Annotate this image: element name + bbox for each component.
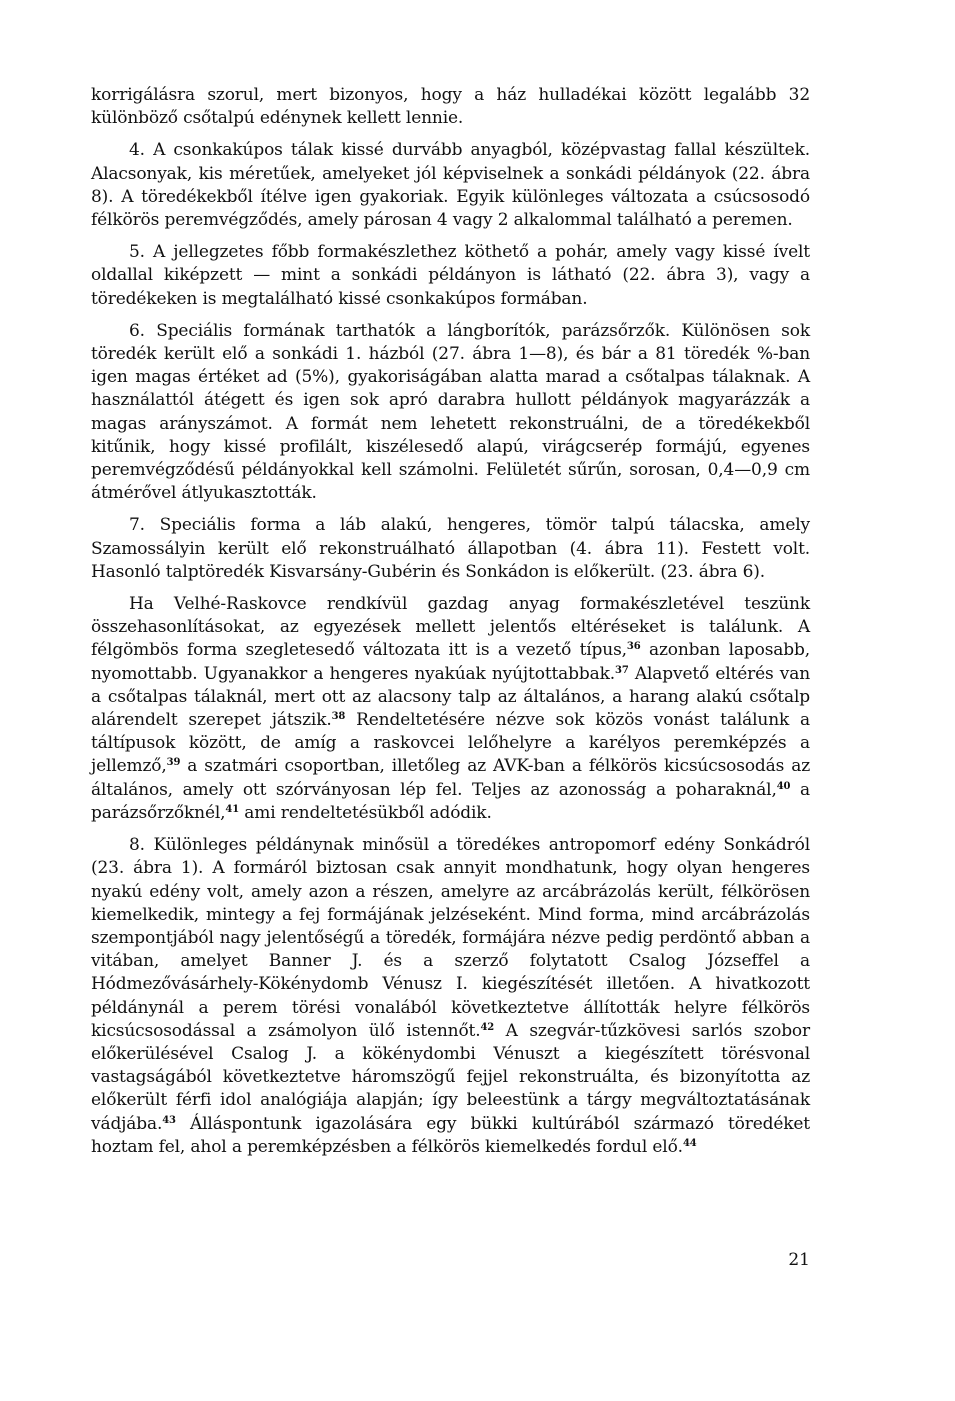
footnote-ref: 42 <box>480 1021 495 1033</box>
footnote-ref: 44 <box>682 1137 697 1149</box>
text-run: 8. Különleges példánynak minősül a töredékes antropomorf edény Sonkádról (23. ábra 1). A formáról biztosan csak annyit mondhatunk, hogy olyan hengeres nyakú edény volt, amely azon a részen, amelyre az arcábrázolás került, félkörösen kiemelkedik, mintegy a fej formájának jelzéseként. Mind forma, mind arcábrázolás szempontjából nagy jelentőségű a töredék, formájára nézve pedig perdöntő abban a vitában, amelyet Banner J. és a szerző folytatott Csalog Józseffel a Hódmezővásárhely-Kökénydomb Vénusz I. kiegészítését illetően. A hivatkozott példánynál a perem törési vonalából következtetve állították helyre félkörös kicsúcsosodással a zsámolyon ülő istennőt. <box>91 835 810 1041</box>
paragraph-item-8 <box>91 834 810 1159</box>
paragraph-intro: korrigálásra szorul, mert bizonyos, hogy a ház hulladékai között legalább 32 különböző csőtalpú edénynek kellett lennie. <box>91 85 810 129</box>
text-run: ami rendeltetésükből adódik. <box>239 802 492 823</box>
page-body <box>91 84 810 1168</box>
footnote-ref: 36 <box>626 641 641 653</box>
text-run: Álláspontunk igazolására egy bükki kultúrából származó töredéket hoztam fel, ahol a peremképzésben a félkörös kiemelkedés fordul elő. <box>91 1113 810 1157</box>
footnote-ref: 41 <box>225 803 240 815</box>
paragraph-item-6: 6. Speciális formának tarthatók a lángborítók, parázsőrzők. Különösen sok töredék került elő a sonkádi 1. házból (27. ábra 1—8), és bár a 81 töredék %-ban igen magas értéket ad (5%), gyakoriságában alatta marad a csőtalpas tálaknak. A használattól átégett és igen sok apró darabra hullott példányok magyarázzák a magas arányszámot. A formát nem lehetett rekonstruálni, de a töredékekből kitűnik, hogy kissé profilált, kiszélesedő alapú, virágcserép formájú, egyenes peremvégződésű példányokkal kell számolni. Felületét sűrűn, sorosan, 0,4—0,9 cm átmérővel átlyukasztották. <box>91 320 810 504</box>
paragraph-item-4: 4. A csonkakúpos tálak kissé durvább anyagból, középvastag fallal készültek. Alacsonyak, kis méretűek, amelyeket jól képviselnek a sonkádi példányok (22. ábra 8). A töredékekből ítélve igen gyakoriak. Egyik különleges változata a csúcsosodó félkörös peremvégződés, amely párosan 4 vagy 2 alkalommal található a peremen. <box>91 140 810 231</box>
text-run: azonban laposabb, nyomottabb. Ugyanakkor a hengeres nyakúak nyújtottabbak. <box>91 640 810 684</box>
footnote-ref: 37 <box>615 664 629 676</box>
footnote-ref: 40 <box>776 780 791 792</box>
text-run: Ha Velhé-Raskovce rendkívül gazdag anyag formakészletével teszünk összehasonlításokat, az egyezések mellett jelentős eltéréseket is találunk. A félgömbös forma szegletesedő változata itt is a vezető típus, <box>91 594 810 661</box>
footnote-ref: 43 <box>162 1114 176 1126</box>
paragraph-comparison <box>91 593 810 825</box>
text-run: a parázsőrzőknél, <box>91 779 810 823</box>
paragraph-item-5: 5. A jellegzetes főbb formakészlethez köthető a pohár, amely vagy kissé ívelt oldallal kiképzett — mint a sonkádi példányon is látható (22. ábra 3), vagy a töredékeken is megtalálható kissé csonkakúpos formában. <box>91 242 810 309</box>
text-run: Rendeltetésére nézve sok közös vonást találunk a táltípusok között, de amíg a raskovcei lelőhelyre a karélyos peremképzés a jellemző, <box>91 710 810 777</box>
footnote-ref: 38 <box>331 711 346 723</box>
text-run: a szatmári csoportban, illetőleg az AVK-ban a félkörös kicsúcsosodás az általános, amely ott szórványosan lép fel. Teljes az azonosság a poharaknál, <box>91 756 810 800</box>
paragraph-item-7: 7. Speciális forma a láb alakú, hengeres, tömör talpú tálacska, amely Szamossályin került elő rekonstruálható állapotban (4. ábra 11). Festett volt. Hasonló talptöredék Kisvarsány-Gubérin és Sonkádon is előkerült. (23. ábra 6). <box>91 515 810 582</box>
page-number: 21 <box>788 1250 810 1270</box>
text-run: A szegvár-tűzkövesi sarlós szobor előkerülésével Csalog J. a kökénydombi Vénuszt a kiegészített törésvonal vastagságából következtetve háromszögű fejjel rekonstruálta, és bizonyította az előkerült férfi idol analógiája alapján; így beleestünk a tárgy megváltoztatásának vádjába. <box>91 1020 810 1134</box>
footnote-ref: 39 <box>166 757 181 769</box>
text-run: Alapvető eltérés van a csőtalpas tálaknál, mert ott az alacsony talp az általános, a harang alakú csőtalp alárendelt szerepet játszik. <box>91 663 811 731</box>
